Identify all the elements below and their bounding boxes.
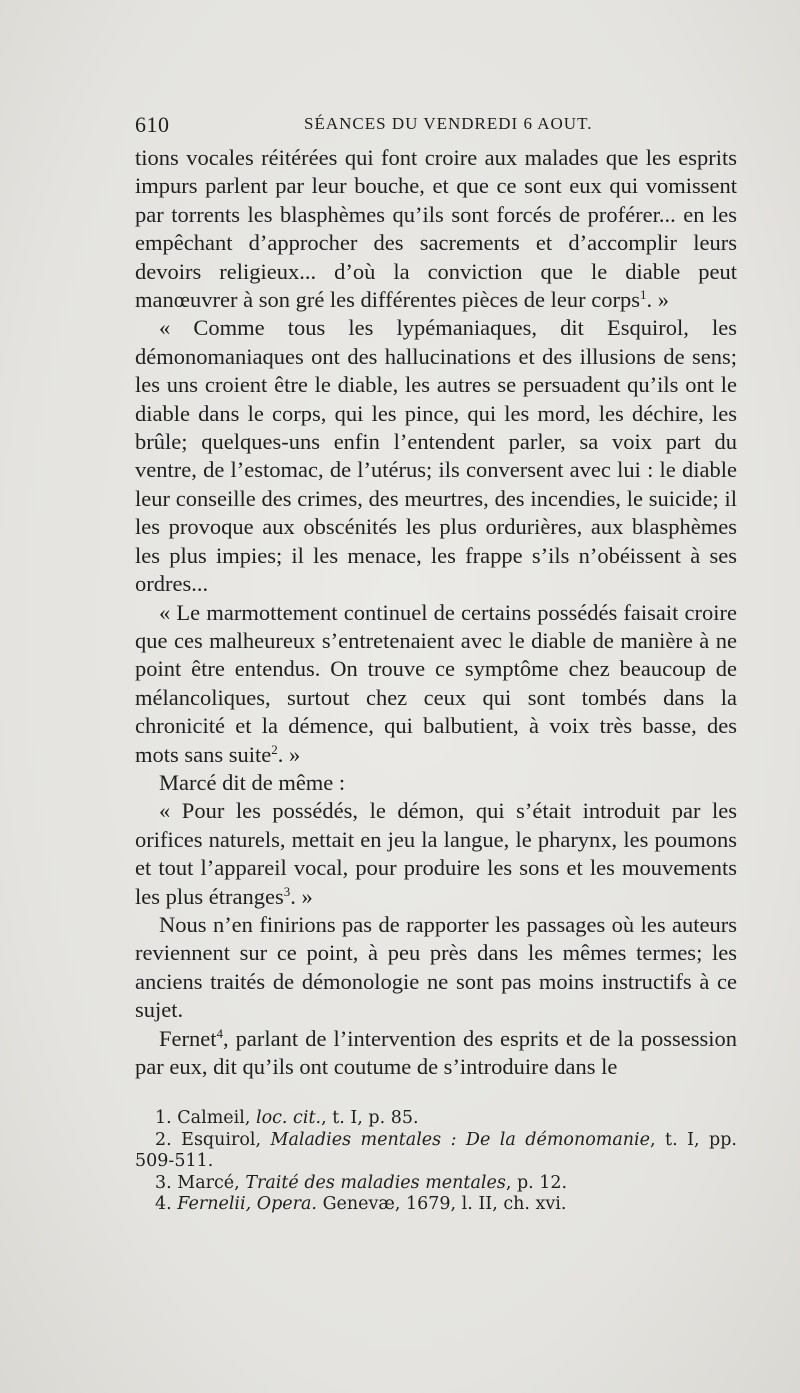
footnote-author: Esquirol,: [181, 1129, 262, 1150]
footnote-ref-3: 3: [283, 883, 291, 899]
paragraph-7-start: Fernet: [159, 1025, 217, 1051]
footnote-citation: , t. I, p. 85.: [321, 1108, 419, 1128]
page-number: 610: [135, 112, 170, 137]
paragraph-5-text: « Pour les possédés, le démon, qui s’était introduit par les orifices naturels, mettait en jeu la langue, le pharynx, les poumons et tout l’appareil vocal, pour produire les sons et les mouvements les plus étranges: [135, 798, 737, 909]
paragraph-3: [135, 599, 737, 769]
footnote-number: 1.: [155, 1108, 172, 1128]
paragraph-7: [135, 1025, 737, 1082]
footnote-citation: Genevæ, 1679, l. II, ch. xvi.: [317, 1194, 567, 1214]
paragraph-1-end: . »: [646, 287, 670, 313]
footnote-ref-2: 2: [271, 741, 278, 757]
footnote-number: 3.: [155, 1172, 172, 1193]
paragraph-1: [135, 144, 737, 314]
page-header: [135, 112, 737, 144]
paragraph-2: « Comme tous les lypémaniaques, dit Esquirol, les démonomaniaques ont des hallucinations et des illusions de sens; les uns croient être le diable, les autres se persuadent qu’ils ont le diable dans le corps, qui les pince, qui les mord, les déchire, les brûle; quelques-uns enfin l’entendent parler, sa voix part du ventre, de l’estomac, de l’utérus; ils conversent avec lui : le diable leur conseille des crimes, des meurtres, des incendies, le suicide; il les provoque aux obscénités les plus ordurières, aux blasphèmes les plus impies; il les menace, les frappe s’ils n’obéissent à ses ordres...: [135, 315, 737, 597]
footnote-ref-1: 1: [640, 287, 647, 303]
paragraph-4: Marcé dit de même :: [159, 769, 346, 795]
footnote-title: Traité des maladies mentales: [245, 1172, 506, 1193]
footnote-title: Fernelii, Opera.: [177, 1194, 317, 1214]
paragraph-5-end: . »: [290, 883, 313, 909]
main-text: [135, 144, 737, 1081]
paragraph-5: [135, 797, 737, 911]
footnote-ref-4: 4: [216, 1025, 223, 1041]
paragraph-3-end: . »: [277, 741, 301, 767]
paragraph-7-text: , parlant de l’intervention des esprits et de la possession par eux, dit qu’ils ont coutume de s’introduire dans le: [135, 1025, 737, 1079]
footnote-2: [135, 1130, 737, 1173]
footnote-citation: , p. 12.: [505, 1172, 568, 1193]
running-title: SÉANCES DU VENDREDI 6 AOUT.: [304, 114, 593, 133]
footnote-title: Maladies mentales : De la démonomanie: [270, 1129, 651, 1150]
footnote-number: 4.: [155, 1194, 172, 1214]
footnote-3: [135, 1173, 737, 1195]
footnote-author: Marcé,: [177, 1172, 240, 1193]
footnote-1: [135, 1108, 737, 1130]
paragraph-3-text: « Le marmottement continuel de certains possédés faisait croire que ces malheureux s’entretenaient avec le diable de manière à ne point être entendus. On trouve ce symptôme chez beaucoup de mélancoliques, surtout chez ceux qui sont tombés dans la chronicité et la démence, qui balbutient, à voix très basse, des mots sans suite: [135, 599, 737, 767]
footnote-title: loc. cit.: [256, 1108, 322, 1128]
footnote-4: [135, 1194, 737, 1216]
paragraph-1-text: tions vocales réitérées qui font croire aux malades que les esprits impurs parlent par leur bouche, et que ce sont eux qui vomissent par torrents les blasphèmes qu’ils sont forcés de proférer... en les empêchant d’approcher des sacrements et d’accomplir leurs devoirs religieux... d’où la conviction que le diable peut manœuvrer à son gré les différentes pièces de leur corps: [135, 145, 737, 313]
footnote-author: Calmeil,: [177, 1108, 251, 1128]
footnotes: [135, 1108, 737, 1216]
footnote-number: 2.: [155, 1129, 172, 1150]
paragraph-6: Nous n’en finirions pas de rapporter les passages où les auteurs reviennent sur ce point, à peu près dans les mêmes termes; les anciens traités de démonologie ne sont pas moins instructifs à ce sujet.: [135, 911, 737, 1023]
footnote-citation: , t. I, pp. 509-511.: [135, 1129, 737, 1171]
